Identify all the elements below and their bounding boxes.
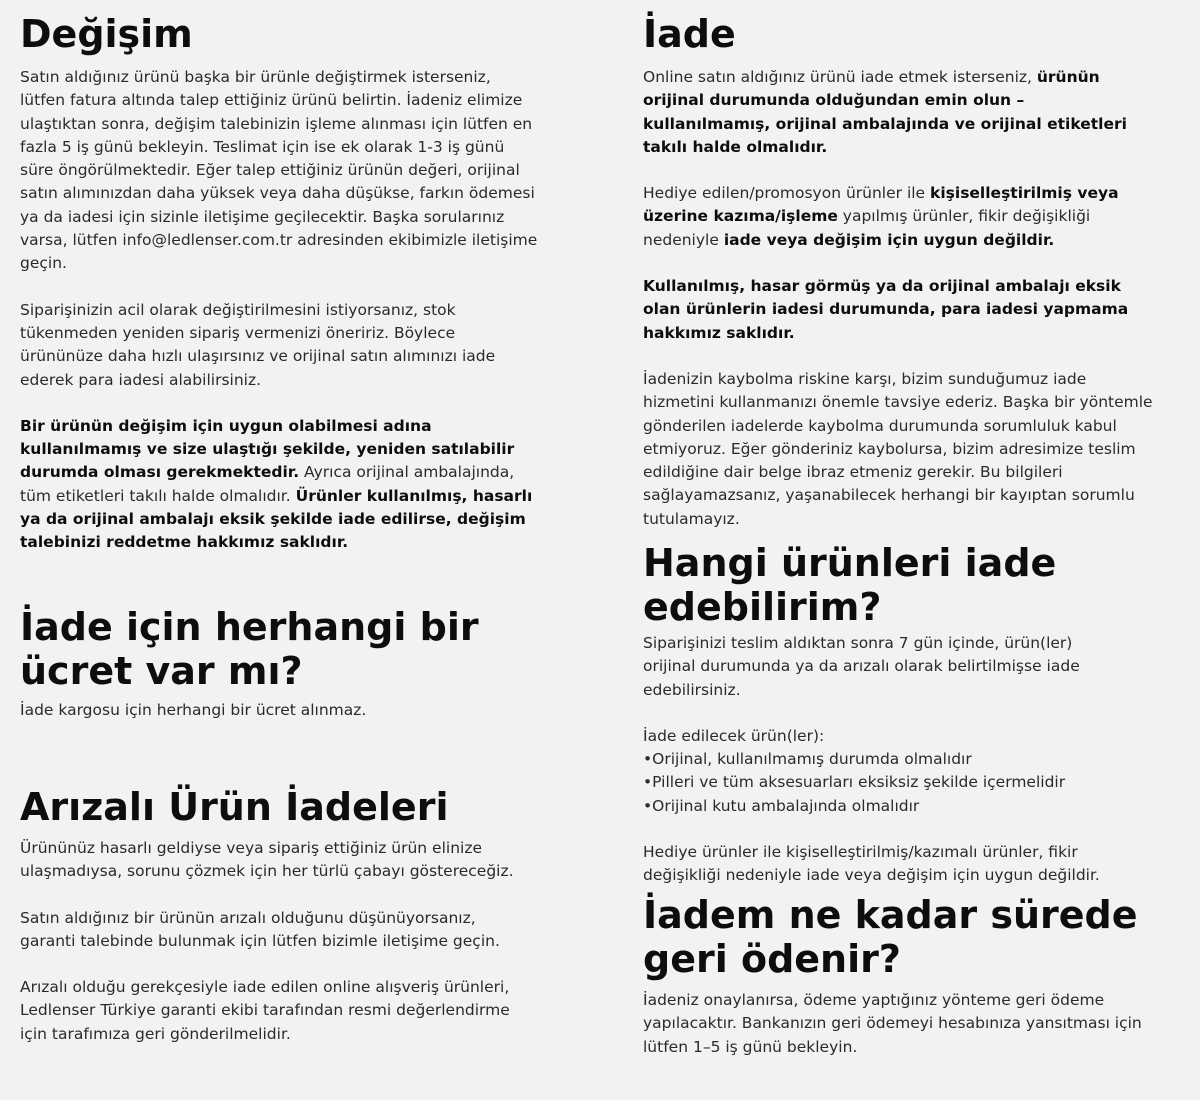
degisim-paragraph-1: Satın aldığınız ürünü başka bir ürünle değiştirmek isterseniz, lütfen fatura altında talep ettiğiniz ürünü belirtin. İadeniz elimize ulaştıktan sonra, değişim talebinizin işleme alınması için lütfen en fazla 5 iş günü bekleyin. Teslimat için ise ek olarak 1-3 iş günü süre öngörülmektedir. Eğer talep ettiğiniz ürünün değeri, orijinal satın alımınızdan daha yüksek veya daha düşükse, farkın ödemesi ya da iadesi için sizinle iletişime geçilecektir. Başka sorularınız varsa, lütfen info@ledlenser.com.tr adresinden ekibimizle iletişime geçin. — [20, 68, 538, 273]
iade-personalized-bold: kişiselleştirilmiş veya üzerine kazıma/işleme — [643, 184, 1119, 226]
iade-heading: İade — [643, 12, 736, 56]
section-sure — [643, 893, 1163, 1059]
iade-refund-right-bold: Kullanılmış, hasar görmüş ya da orijinal ambalajı eksik olan ürünlerin iadesi durumunda, para iadesi yapmama hakkımız saklıdır. — [643, 277, 1129, 342]
iade-paragraph-4: İadenizin kaybolma riskine karşı, bizim sunduğumuz iade hizmetini kullanmanızı önemle tavsiye ederiz. Başka bir yöntemle gönderilen iadelerde kaybolma durumunda sorumluluk kabul etmiyoruz. Eğer gönderiniz kaybolursa, bizim adresimize teslim edildiğine dair belge ibraz etmeniz gerekir. Bu bilgileri sağlayamazsanız, yaşanabilecek herhangi bir kayıptan sorumlu tutulamayız. — [643, 369, 1153, 528]
iade-not-eligible-bold: iade veya değişim için uygun değildir. — [723, 230, 1055, 249]
hangi-list — [643, 748, 1113, 818]
degisim-eligibility-bold: Bir ürünün değişim için uygun olabilmesi adına kullanılmamış ve size ulaştığı şekilde, yeniden satılabilir durumda olması gerekmektedir. — [20, 416, 515, 482]
list-item: •Pilleri ve tüm aksesuarları eksiksiz şekilde içermelidir — [643, 773, 1066, 792]
hangi-paragraph-1: Siparişinizi teslim aldıktan sonra 7 gün içinde, ürün(ler) orijinal durumunda ya da arızalı olarak belirtilmişse iade edebilirsiniz. — [643, 634, 1080, 699]
list-item: •Orijinal, kullanılmamış durumda olmalıdır — [643, 750, 972, 769]
degisim-reject-bold: Ürünler kullanılmış, hasarlı ya da orijinal ambalajı eksik şekilde iade edilirse, değişim talebinizi reddetme hakkımız saklıdır. — [20, 486, 533, 552]
section-degisim — [20, 12, 540, 555]
section-arizali — [20, 785, 530, 1046]
iade-reason-text: yapılmış ürünler, fikir değişikliği nedeniyle — [643, 207, 1091, 249]
section-iade — [643, 12, 1153, 531]
degisim-paragraph-2: Siparişinizin acil olarak değiştirilmesini istiyorsanız, stok tükenmeden yeniden sipariş vermenizi öneririz. Böylece ürününüze daha hızlı ulaşırsınız ve orijinal satın alımınızı iade ederek para iadesi alabilirsiniz. — [20, 300, 496, 389]
hangi-list-title: İade edilecek ürün(ler): — [643, 726, 825, 745]
iade-gift-text: Hediye edilen/promosyon ürünler ile — [643, 184, 931, 203]
ucret-paragraph: İade kargosu için herhangi bir ücret alınmaz. — [20, 701, 367, 719]
degisim-heading: Değişim — [20, 12, 193, 56]
arizali-paragraph-3: Arızalı olduğu gerekçesiyle iade edilen online alışveriş ürünleri, Ledlenser Türkiye garanti ekibi tarafından resmi değerlendirme için tarafımıza geri gönderilmelidir. — [20, 978, 510, 1043]
arizali-heading: Arızalı Ürün İadeleri — [20, 785, 449, 829]
iade-paragraph-2 — [643, 182, 1153, 252]
sure-heading: İadem ne kadar sürede geri ödenir? — [643, 893, 1138, 981]
list-item: •Orijinal kutu ambalajında olmalıdır — [643, 796, 920, 815]
hangi-heading: Hangi ürünleri iade edebilirim? — [643, 541, 1057, 629]
hangi-paragraph-2: Hediye ürünler ile kişiselleştirilmiş/kazımalı ürünler, fikir değişikliği nedeniyle iade veya değişim için uygun değildir. — [643, 843, 1100, 885]
iade-intro-text: Online satın aldığınız ürünü iade etmek isterseniz, — [643, 68, 1037, 86]
section-hangi — [643, 541, 1113, 888]
arizali-paragraph-1: Ürününüz hasarlı geldiyse veya sipariş ettiğiniz ürün elinize ulaşmadıysa, sorunu çözmek için her türlü çabayı göstereceğiz. — [20, 839, 514, 881]
degisim-paragraph-3 — [20, 415, 540, 555]
sure-paragraph: İadeniz onaylanırsa, ödeme yaptığınız yönteme geri ödeme yapılacaktır. Bankanızın geri ödemeyi hesabınıza yansıtması için lütfen 1–5 iş günü bekleyin. — [643, 991, 1142, 1056]
iade-paragraph-3 — [643, 275, 1153, 345]
degisim-packaging-text: Ayrıca orijinal ambalajında, tüm etiketleri takılı halde olmalıdır. — [20, 463, 515, 505]
iade-condition-bold: ürünün orijinal durumunda olduğundan emin olun – kullanılmamış, orijinal ambalajında ve orijinal etiketleri takılı halde olmalıdır. — [643, 68, 1127, 156]
section-ucret — [20, 605, 560, 722]
iade-paragraph-1 — [643, 66, 1153, 159]
arizali-paragraph-2: Satın aldığınız bir ürünün arızalı olduğunu düşünüyorsanız, garanti talebinde bulunmak için lütfen bizimle iletişime geçin. — [20, 908, 500, 950]
ucret-heading: İade için herhangi bir ücret var mı? — [20, 605, 479, 693]
